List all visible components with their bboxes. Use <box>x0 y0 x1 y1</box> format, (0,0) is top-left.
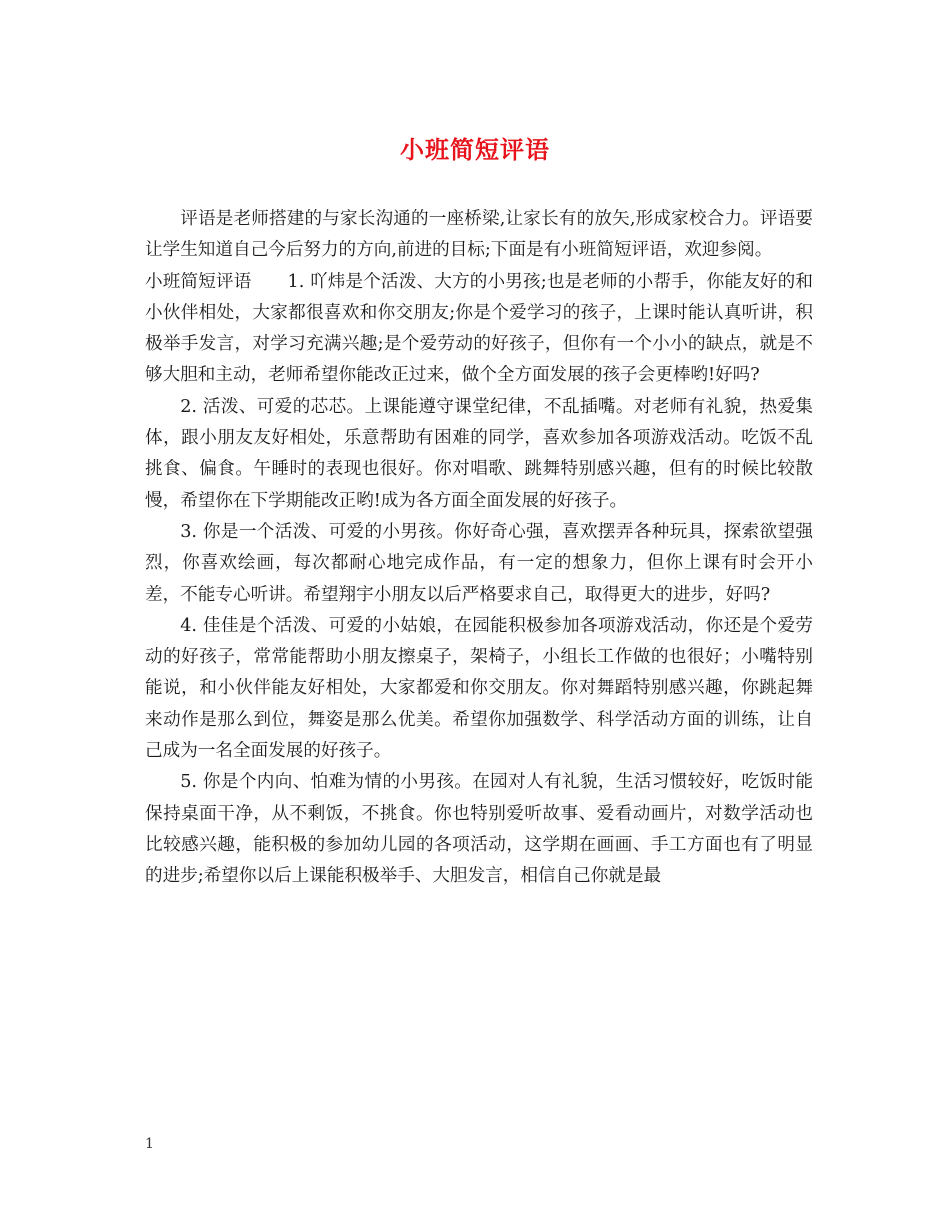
document-title: 小班简短评语 <box>400 135 550 164</box>
section-label: 小班简短评语 <box>145 271 252 292</box>
item-text-1: 1. 吖炜是个活泼、大方的小男孩;也是老师的小帮手，你能友好的和小伙伴相处，大家都很喜欢和你交朋友;你是个爱学习的孩子，上课时能认真听讲，积极举手发言，对学习充满兴趣;是个爱劳动的好孩子，但你有一个小小的缺点，就是不够大胆和主动，老师希望你能改正过来，做个全方面发展的孩子会更棒哟!好吗? <box>145 271 813 386</box>
item-paragraph-1 <box>145 267 813 392</box>
item-paragraph-4: 4. 佳佳是个活泼、可爱的小姑娘，在园能积极参加各项游戏活动，你还是个爱劳动的好孩子，常常能帮助小朋友擦桌子，架椅子，小组长工作做的也很好；小嘴特别能说，和小伙伴能友好相处，大家都爱和你交朋友。你对舞蹈特别感兴趣，你跳起舞来动作是那么到位，舞姿是那么优美。希望你加强数学、科学活动方面的训练，让自己成为一名全面发展的好孩子。 <box>145 615 813 762</box>
item-paragraph-5: 5. 你是个内向、怕难为情的小男孩。在园对人有礼貌，生活习惯较好，吃饭时能保持桌面干净，从不剩饭，不挑食。你也特别爱听故事、爱看动画片，对数学活动也比较感兴趣，能积极的参加幼儿园的各项活动，这学期在画画、手工方面也有了明显的进步;希望你以后上课能积极举手、大胆发言，相信自己你就是最 <box>145 772 813 887</box>
document-body <box>145 204 813 893</box>
intro-paragraph: 评语是老师搭建的与家长沟通的一座桥梁,让家长有的放矢,形成家校合力。评语要让学生知道自己今后努力的方向,前进的目标;下面是有小班简短评语，欢迎参阅。 <box>145 209 813 261</box>
item-paragraph-3: 3. 你是一个活泼、可爱的小男孩。你好奇心强，喜欢摆弄各种玩具，探索欲望强烈，你喜欢绘画，每次都耐心地完成作品，有一定的想象力，但你上课有时会开小差，不能专心听讲。希望翔宇小朋友以后严格要求自己，取得更大的进步，好吗? <box>145 521 813 605</box>
page-number: 1 <box>145 1136 154 1152</box>
item-paragraph-2: 2. 活泼、可爱的芯芯。上课能遵守课堂纪律，不乱插嘴。对老师有礼貌，热爱集体，跟小朋友友好相处，乐意帮助有困难的同学，喜欢参加各项游戏活动。吃饭不乱挑食、偏食。午睡时的表现也很好。你对唱歌、跳舞特别感兴趣，但有的时候比较散慢，希望你在下学期能改正哟!成为各方面全面发展的好孩子。 <box>145 396 813 511</box>
